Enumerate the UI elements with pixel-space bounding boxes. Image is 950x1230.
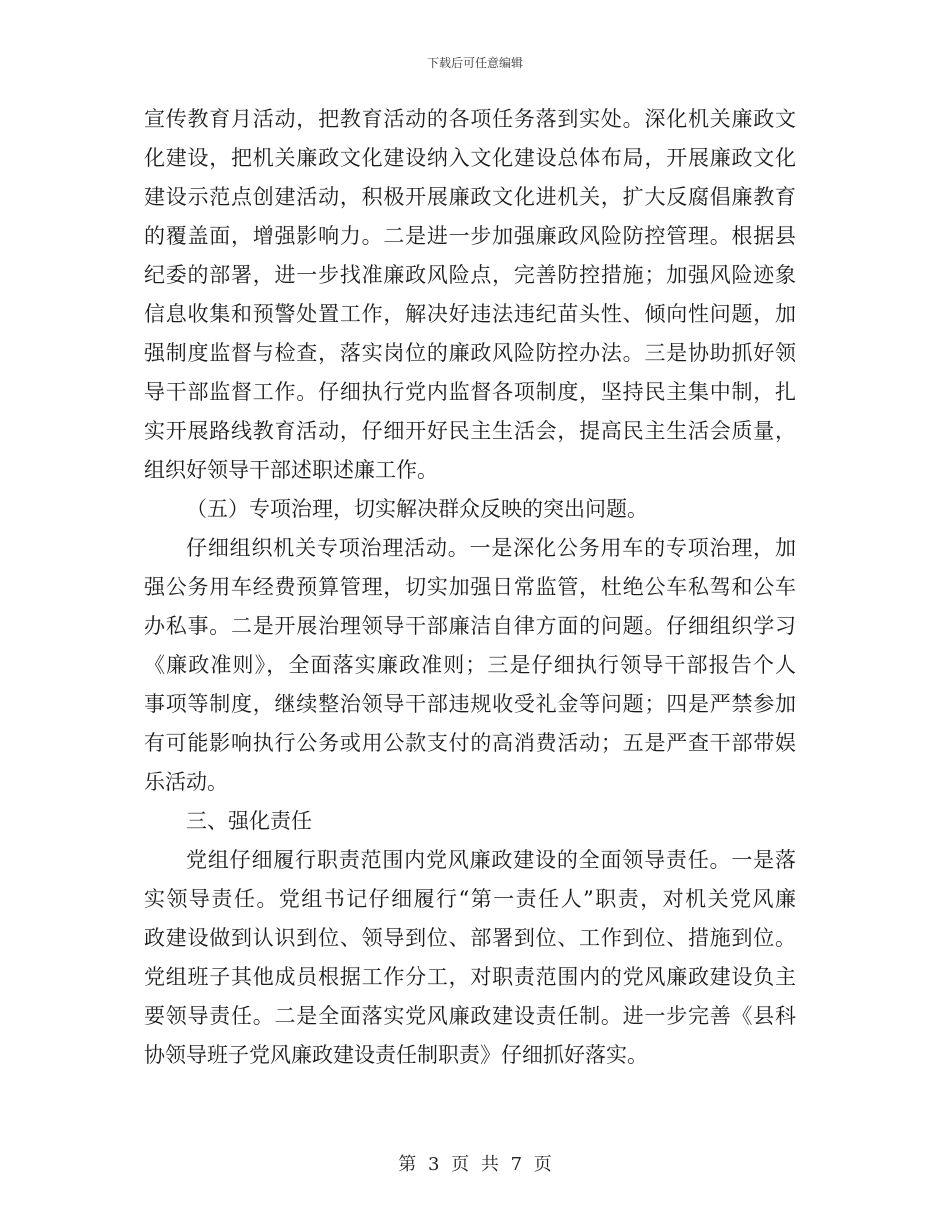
paragraph-line: 组织好领导干部述职述廉工作。 [144, 458, 438, 482]
paragraph-line: 协领导班子党风廉政建设责任制职责》仔细抓好落实。 [144, 1043, 648, 1067]
paragraph-line: 要领导责任。二是全面落实党风廉政建设责任制。进一步完善《县科 [144, 1004, 796, 1028]
paragraph-line: 纪委的部署，进一步找准廉政风险点，完善防控措施；加强风险迹象 [144, 263, 796, 287]
paragraph-line: 仔细组织机关专项治理活动。一是深化公务用车的专项治理，加 [186, 536, 796, 560]
page-footer: 第 3 页 共 7 页 [398, 1154, 552, 1175]
page-header: 下载后可任意编辑 [426, 56, 523, 70]
paragraph-line: 化建设，把机关廉政文化建设纳入文化建设总体布局，开展廉政文化 [144, 146, 796, 170]
paragraph-line: 党组仔细履行职责范围内党风廉政建设的全面领导责任。一是落 [186, 848, 796, 872]
paragraph-line: 实领导责任。党组书记仔细履行“第一责任人”职责，对机关党风廉 [144, 887, 796, 911]
paragraph-line: 的覆盖面，增强影响力。二是进一步加强廉政风险防控管理。根据县 [144, 224, 796, 248]
paragraph-line: 建设示范点创建活动，积极开展廉政文化进机关，扩大反腐倡廉教育 [144, 185, 796, 209]
paragraph-line: 乐活动。 [144, 770, 228, 794]
paragraph-line: 有可能影响执行公务或用公款支付的高消费活动；五是严查干部带娱 [144, 731, 796, 755]
paragraph-line: 宣传教育月活动，把教育活动的各项任务落到实处。深化机关廉政文 [144, 107, 796, 131]
paragraph-line: 办私事。二是开展治理领导干部廉洁自律方面的问题。仔细组织学习 [144, 614, 796, 638]
paragraph-line: 《廉政准则》，全面落实廉政准则；三是仔细执行领导干部报告个人 [144, 653, 796, 677]
section-heading: 三、强化责任 [186, 809, 312, 833]
paragraph-line: 信息收集和预警处置工作，解决好违法违纪苗头性、倾向性问题，加 [144, 302, 796, 326]
paragraph-line: 强制度监督与检查，落实岗位的廉政风险防控办法。三是协助抓好领 [144, 341, 796, 365]
document-body [144, 100, 796, 1075]
section-heading: （五）专项治理，切实解决群众反映的突出问题。 [186, 497, 648, 521]
paragraph-line: 强公务用车经费预算管理，切实加强日常监管，杜绝公车私驾和公车 [144, 575, 796, 599]
paragraph-line: 党组班子其他成员根据工作分工，对职责范围内的党风廉政建设负主 [144, 965, 796, 989]
paragraph-line: 政建设做到认识到位、领导到位、部署到位、工作到位、措施到位。 [144, 926, 796, 950]
paragraph-line: 导干部监督工作。仔细执行党内监督各项制度，坚持民主集中制，扎 [144, 380, 796, 404]
paragraph-line: 实开展路线教育活动，仔细开好民主生活会，提高民主生活会质量， [144, 419, 796, 443]
paragraph-line: 事项等制度，继续整治领导干部违规收受礼金等问题；四是严禁参加 [144, 692, 796, 716]
